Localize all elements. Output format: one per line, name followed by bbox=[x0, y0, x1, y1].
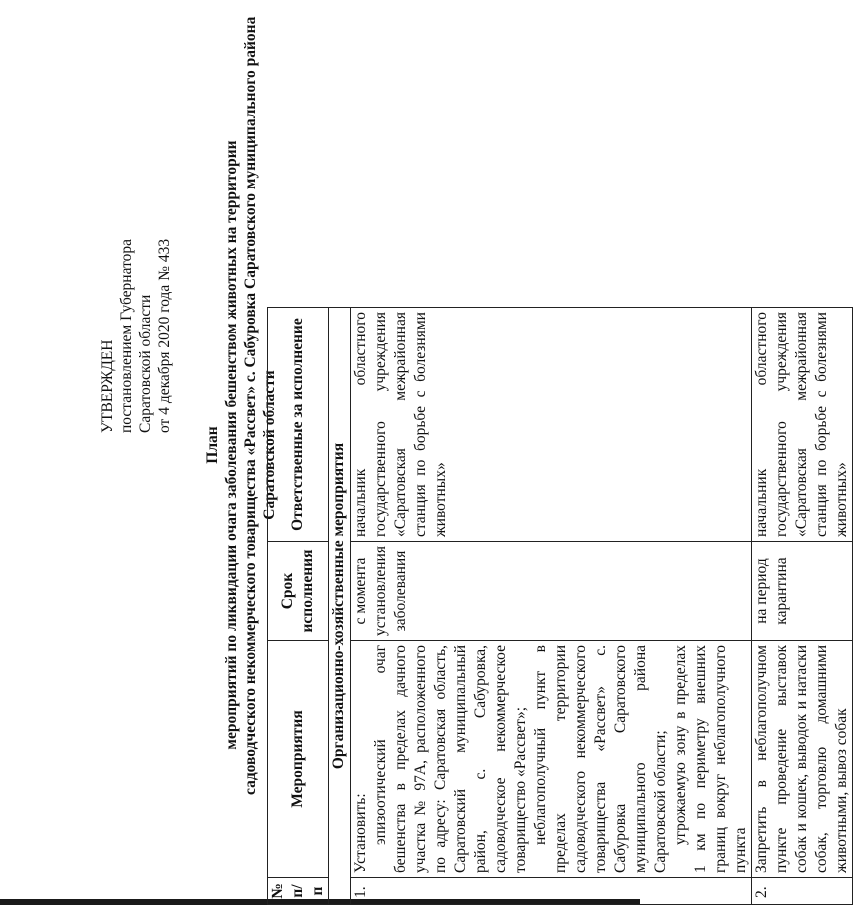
plan-title: План bbox=[204, 426, 221, 464]
section-title: Организационно-хозяйственные мероприятия bbox=[329, 308, 351, 905]
header-term: Срок исполнения bbox=[268, 542, 329, 641]
table-row bbox=[752, 308, 853, 905]
approval-line: постановлением Губернатора bbox=[118, 238, 135, 433]
row-term: на период карантина bbox=[752, 542, 853, 641]
row-measures bbox=[351, 641, 752, 878]
measures-paragraph: неблагополучный пункт в пределах территории садоводческого некоммерческого товарищества «Рассвет» с. Сабуровка Саратовского муниципального района Саратовской области; bbox=[532, 645, 669, 873]
row-responsible: начальник областного государственного учреждения «Саратовская межрайонная станция по борьбе с болезнями животных» bbox=[752, 308, 853, 542]
table-header-row bbox=[268, 308, 329, 905]
table-row bbox=[351, 308, 752, 905]
approval-line: УТВЕРЖДЕН bbox=[99, 339, 116, 433]
header-measures: Мероприятия bbox=[268, 641, 329, 878]
approval-stamp bbox=[98, 239, 174, 433]
measures-intro: Установить: bbox=[352, 793, 369, 873]
section-row bbox=[329, 308, 351, 905]
measures-table bbox=[267, 307, 853, 905]
row-measures: Запретить в неблагополучном пункте проведение выставок собак и кошек, выводок и натаски собак, торговлю домашними животными, вывоз собак bbox=[752, 641, 853, 878]
row-number: 2. bbox=[752, 878, 853, 905]
approval-line: от 4 декабря 2020 года № 433 bbox=[156, 238, 173, 433]
row-term: с момента установления заболевания bbox=[351, 542, 752, 641]
row-responsible: начальник областного государственного учреждения «Саратовская межрайонная станция по борьбе с болезнями животных» bbox=[351, 308, 752, 542]
plan-subtitle-line: Саратовской области bbox=[261, 370, 278, 520]
header-number: № п/п bbox=[268, 878, 329, 905]
row-number: 1. bbox=[351, 878, 752, 905]
plan-subtitle-line: садоводческого некоммерческого товарищества «Рассвет» с. Сабуровка Саратовского муниципального района bbox=[242, 16, 259, 795]
approval-line: Саратовской области bbox=[137, 294, 154, 433]
measures-paragraph: эпизоотический очаг бешенства в пределах дачного участка № 97А, расположенного по адресу: Саратовская область, Саратовский муниципальный район, с. Сабуровка, садоводческое некоммерческое товарищество «Рассвет»; bbox=[372, 645, 529, 873]
measures-paragraph: угрожаемую зону в пределах 1 км по периметру внешних границ вокруг неблагополучного пункта bbox=[672, 645, 749, 873]
header-responsible: Ответственные за исполнение bbox=[268, 308, 329, 542]
plan-subtitle-line: мероприятий по ликвидации очага заболевания бешенством животных на территории bbox=[223, 140, 240, 750]
